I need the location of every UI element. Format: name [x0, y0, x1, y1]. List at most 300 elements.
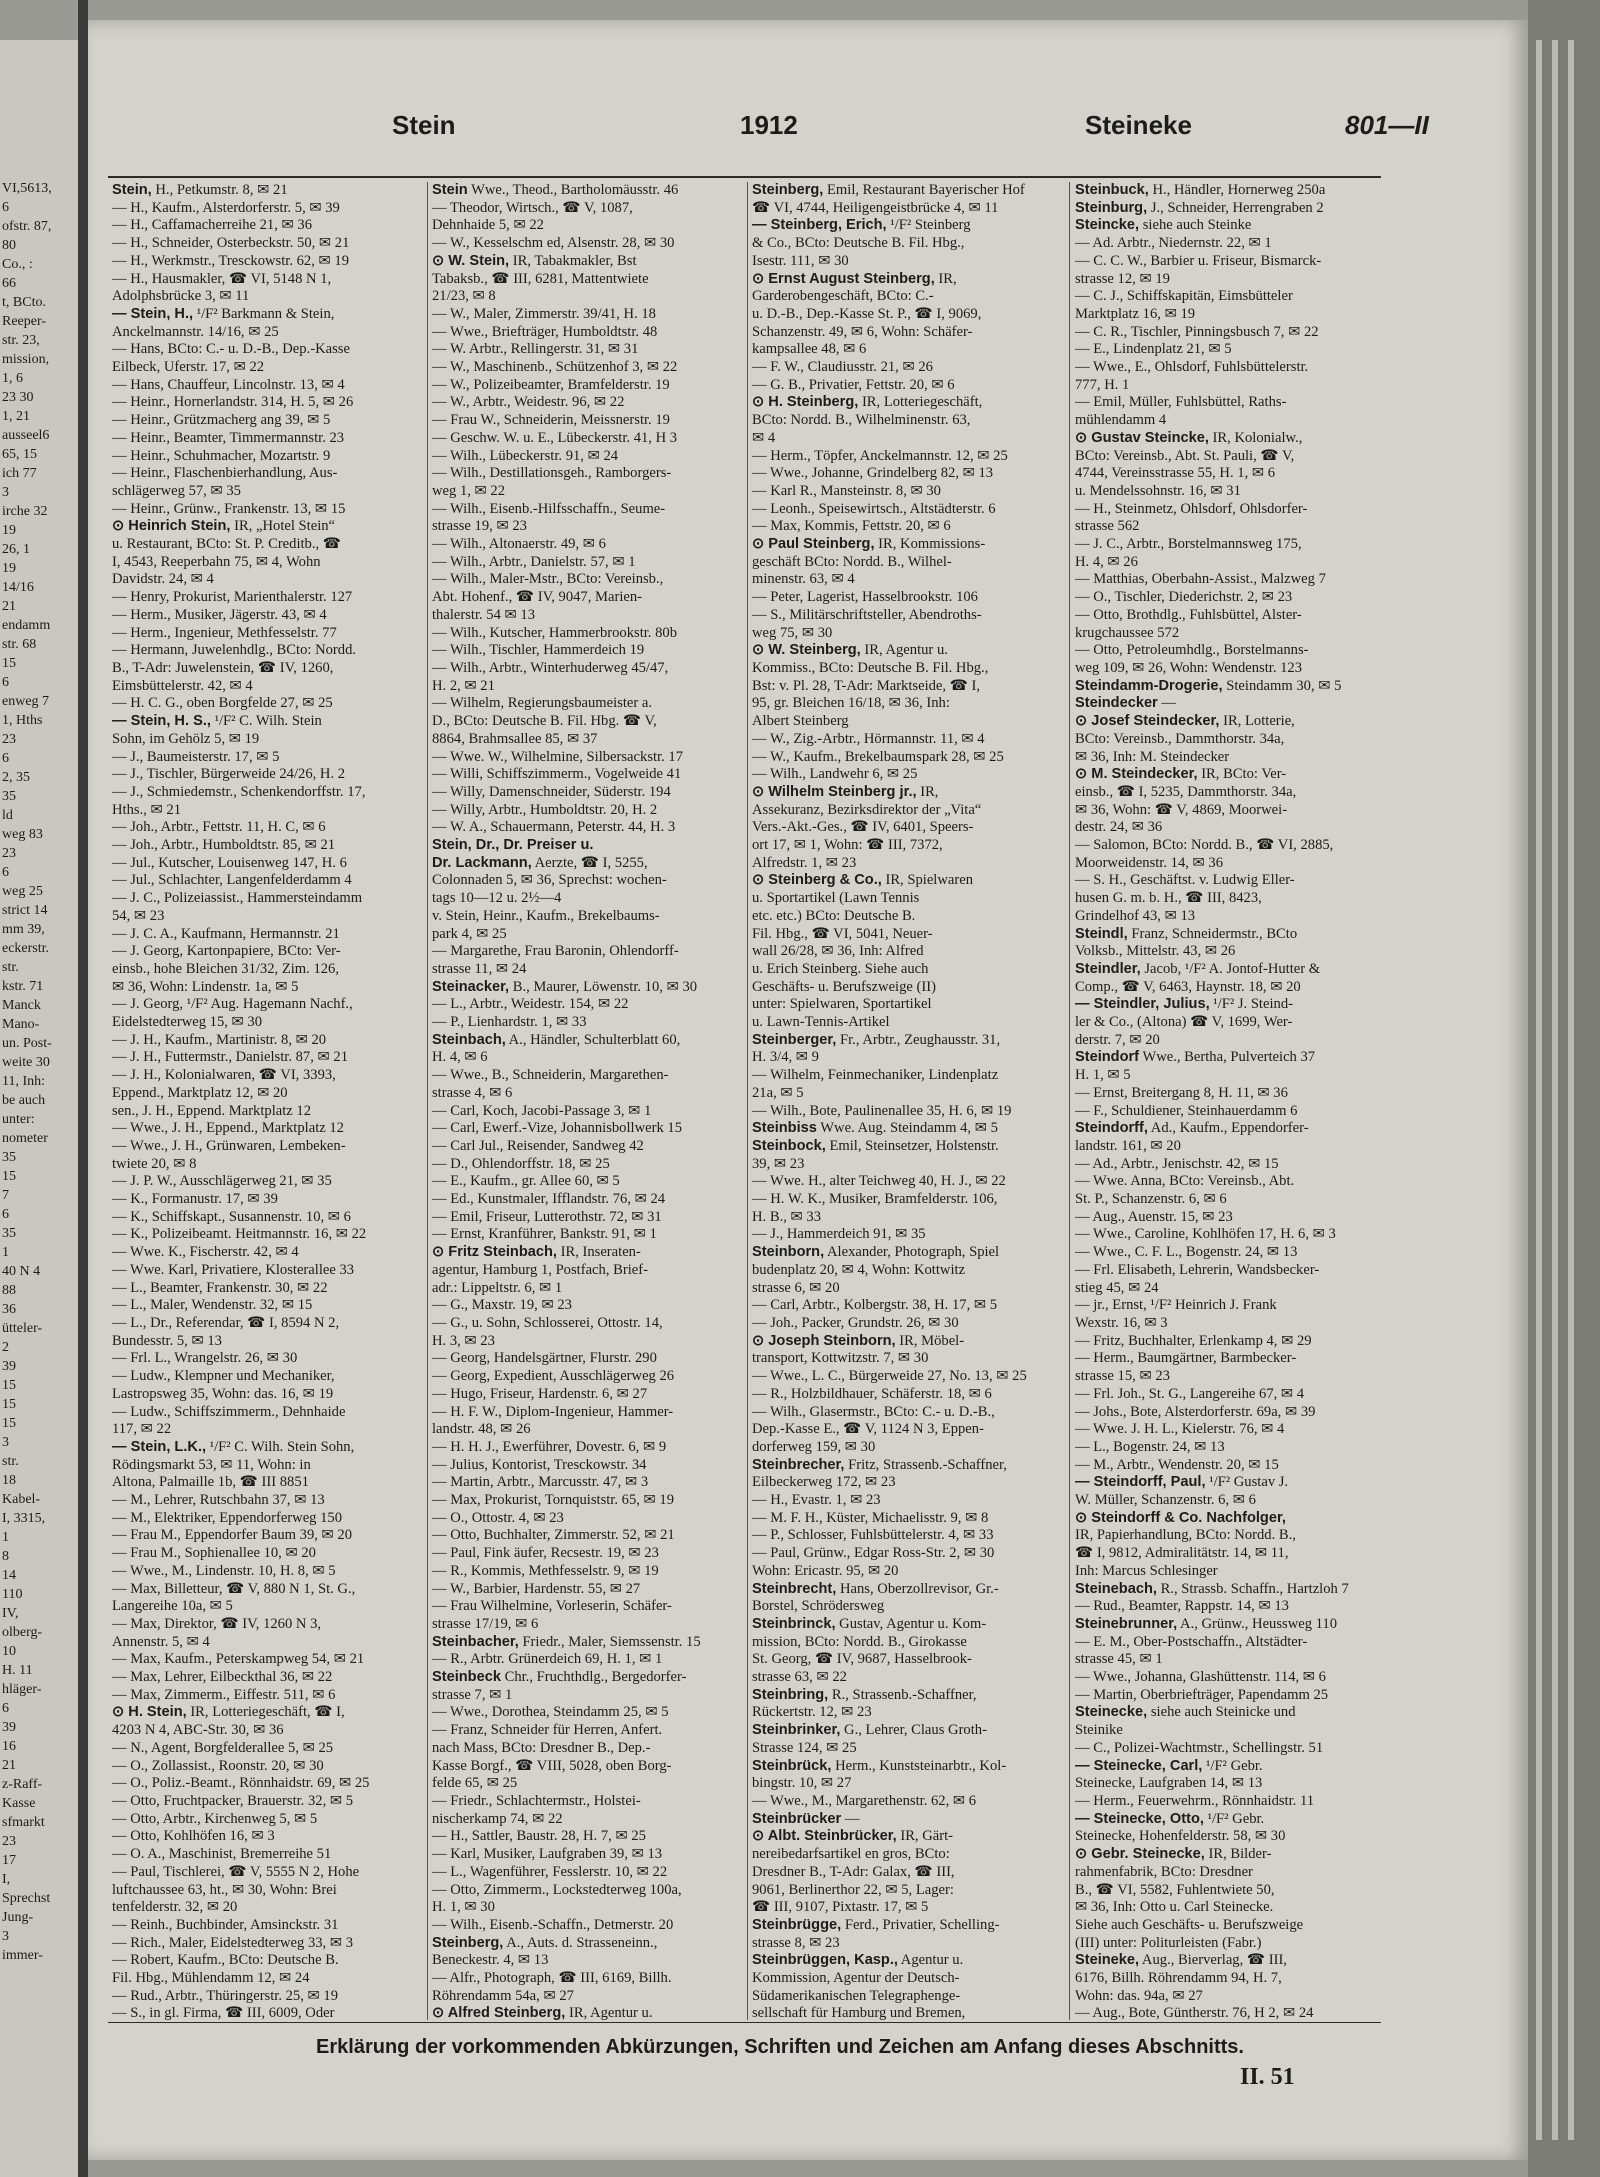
entry-name: ⊙ Heinrich Stein,	[112, 518, 231, 535]
directory-entry-line	[112, 926, 430, 944]
directory-entry-line	[112, 1156, 430, 1174]
entry-text: — G., Maxstr. 19, ✉ 23	[432, 1297, 572, 1314]
entry-text: Chr., Fruchthdlg., Bergedorfer-	[500, 1669, 687, 1686]
entry-text: — O., Poliz.-Beamt., Rönnhaidstr. 69, ✉ 25	[112, 1775, 370, 1792]
directory-entry-line	[752, 1527, 1070, 1545]
directory-entry-line	[752, 1244, 1070, 1262]
entry-text: u. Restaurant, BCto: St. P. Creditb., ☎	[112, 536, 341, 553]
entry-text: 39, ✉ 23	[752, 1155, 805, 1172]
directory-entry-line	[752, 359, 1070, 377]
prev-page-fragment-text: mm 39,	[2, 922, 45, 937]
directory-entry-line	[1075, 1917, 1393, 1935]
entry-name: Steinbuck,	[1075, 182, 1149, 198]
entry-text: Langereihe 10a, ✉ 5	[112, 1598, 233, 1615]
entry-name: — Stein, H.,	[112, 305, 194, 322]
directory-entry-line	[752, 855, 1070, 873]
directory-entry-line	[112, 695, 430, 713]
directory-entry-line	[112, 1368, 430, 1386]
directory-entry-line	[432, 1882, 750, 1900]
entry-text: A., Grünw., Heussweg 110	[1177, 1615, 1338, 1632]
entry-text: 95, gr. Bleichen 16/18, ✉ 36, Inh:	[752, 695, 950, 712]
entry-text: — Wilhelm, Regierungsbaumeister a.	[432, 695, 653, 712]
entry-text: — Max, Direktor, ☎ IV, 1260 N 3,	[112, 1615, 322, 1632]
directory-entry-line	[112, 1085, 430, 1103]
directory-entry-line	[752, 1563, 1070, 1581]
directory-entry-line	[432, 1333, 750, 1351]
entry-text: — H., Werkmstr., Tresckowstr. 62, ✉ 19	[112, 252, 349, 269]
entry-text: Eilbeckerweg 172, ✉ 23	[752, 1474, 896, 1491]
directory-entry-line	[432, 625, 750, 643]
directory-entry-line	[1075, 1085, 1393, 1103]
directory-entry-line	[1075, 536, 1393, 554]
entry-text: — Joh., Arbtr., Humboldtstr. 85, ✉ 21	[112, 837, 336, 854]
directory-entry-line	[432, 1262, 750, 1280]
entry-text: — O. A., Maschinist, Bremerreihe 51	[112, 1846, 332, 1863]
directory-entry-line	[112, 678, 430, 696]
entry-text: — Herm., Feuerwehrm., Rönnhaidstr. 11	[1075, 1792, 1315, 1809]
entry-text: — N., Agent, Borgfelderallee 5, ✉ 25	[112, 1739, 334, 1756]
directory-entry-line	[112, 1775, 430, 1793]
entry-name: Steinberg,	[432, 1934, 504, 1951]
entry-name: Steindl,	[1075, 925, 1128, 942]
entry-text: Volksb., Mittelstr. 43, ✉ 26	[1075, 943, 1236, 960]
directory-entry-line	[432, 536, 750, 554]
entry-text: Steinike	[1075, 1722, 1123, 1739]
entry-text: — Willy, Damenschneider, Süderstr. 194	[432, 783, 671, 800]
entry-text: — Jul., Kutscher, Louisenweg 147, H. 6	[112, 854, 347, 871]
directory-entry-line	[1075, 996, 1393, 1014]
entry-text: Steinecke, Hohenfelderstr. 58, ✉ 30	[1075, 1828, 1286, 1845]
entry-text: einsb., ☎ I, 5235, Dammthorstr. 34a,	[1075, 783, 1297, 800]
directory-entry-line	[752, 996, 1070, 1014]
directory-entry-line	[1075, 518, 1393, 536]
entry-text: — Otto, Kohlhöfen 16, ✉ 3	[112, 1828, 275, 1845]
prev-page-fragment-text: 6	[2, 675, 9, 690]
entry-text: nereibedarfsartikel en gros, BCto:	[752, 1846, 950, 1863]
entry-text: — Heinr., Grützmacherg ang 39, ✉ 5	[112, 412, 331, 429]
directory-entry-line	[1075, 961, 1393, 979]
directory-entry-line	[432, 288, 750, 306]
entry-name: Stein, Dr., Dr. Preiser u.	[432, 837, 594, 854]
directory-entry-line	[112, 341, 430, 359]
entry-name: Steindamm-Drogerie,	[1075, 677, 1223, 694]
entry-text: — Wwe. J. H. L., Kielerstr. 76, ✉ 4	[1075, 1421, 1285, 1438]
directory-entry-line	[432, 359, 750, 377]
prev-page-fragment-text: 2, 35	[2, 770, 30, 785]
entry-text: thalerstr. 54 ✉ 13	[432, 606, 536, 623]
entry-text: — Aug., Bote, Güntherstr. 76, H 2, ✉ 24	[1075, 2005, 1314, 2020]
directory-entry-line	[1075, 1280, 1393, 1298]
prev-page-fragment-text: 17	[2, 1853, 16, 1868]
directory-entry-line	[112, 1828, 430, 1846]
directory-entry-line	[1075, 253, 1393, 271]
entry-text: — L., Arbtr., Weidestr. 154, ✉ 22	[432, 996, 629, 1013]
entry-text: IR,	[934, 270, 957, 287]
page-edge	[1528, 0, 1600, 2177]
directory-entry-line	[752, 1722, 1070, 1740]
entry-text: — W., Maler, Zimmerstr. 39/41, H. 18	[432, 305, 656, 322]
entry-text: — Leonh., Speisewirtsch., Altstädterstr. 6	[752, 500, 996, 517]
prev-page-fragment-text: kstr. 71	[2, 979, 44, 994]
directory-entry-line	[752, 1616, 1070, 1634]
entry-name: Steinbeck	[432, 1669, 501, 1686]
directory-entry-line	[112, 819, 430, 837]
directory-entry-line	[1075, 1988, 1393, 2006]
directory-entry-line	[1075, 200, 1393, 218]
entry-text: Fr., Arbtr., Zeughausstr. 31,	[836, 1031, 1001, 1048]
entry-text: Aerzte, ☎ I, 5255,	[531, 854, 648, 871]
prev-page-fragment-text: 11, Inh:	[2, 1074, 46, 1089]
column-2	[432, 182, 750, 2020]
directory-entry-line	[112, 979, 430, 997]
prev-page-fragment-text: 35	[2, 1226, 16, 1241]
entry-text: Alfredstr. 1, ✉ 23	[752, 854, 857, 871]
directory-entry-line	[432, 943, 750, 961]
directory-entry-line	[752, 571, 1070, 589]
prev-page-fragment-text: 39	[2, 1359, 16, 1374]
directory-entry-line	[1075, 1262, 1393, 1280]
entry-text: strasse 7, ✉ 1	[432, 1686, 513, 1703]
entry-text: — Max, Kaufm., Peterskampweg 54, ✉ 21	[112, 1651, 365, 1668]
directory-entry-line	[752, 1970, 1070, 1988]
directory-entry-line	[432, 1067, 750, 1085]
entry-text: — Otto, Arbtr., Kirchenweg 5, ✉ 5	[112, 1810, 318, 1827]
directory-entry-line	[432, 1775, 750, 1793]
directory-entry-line	[1075, 1474, 1393, 1492]
directory-entry-line	[1075, 1952, 1393, 1970]
directory-entry-line	[1075, 943, 1393, 961]
entry-text: Moorweidenstr. 14, ✉ 36	[1075, 854, 1224, 871]
directory-entry-line	[432, 518, 750, 536]
directory-entry-line	[752, 1581, 1070, 1599]
directory-entry-line	[432, 1545, 750, 1563]
entry-text: — Georg, Handelsgärtner, Flurstr. 290	[432, 1350, 657, 1367]
entry-text: Tabaksb., ☎ III, 6281, Mattentwiete	[432, 270, 649, 287]
directory-entry-line	[752, 1209, 1070, 1227]
directory-entry-line	[432, 1581, 750, 1599]
entry-text: 777, H. 1	[1075, 376, 1130, 393]
entry-text: — Wilh., Arbtr., Danielstr. 57, ✉ 1	[432, 553, 636, 570]
directory-entry-line	[112, 1970, 430, 1988]
entry-text: H., Händler, Hornerweg 250a	[1148, 182, 1326, 198]
entry-name: — Steinecke, Carl,	[1075, 1757, 1203, 1774]
entry-text: J., Schneider, Herrengraben 2	[1147, 199, 1324, 216]
directory-entry-line	[752, 483, 1070, 501]
directory-entry-line	[752, 1811, 1070, 1829]
directory-entry-line	[112, 1882, 430, 1900]
entry-text: siehe auch Steinicke und	[1147, 1704, 1296, 1721]
directory-entry-line	[432, 642, 750, 660]
entry-text: IR, Papierhandlung, BCto: Nordd. B.,	[1075, 1527, 1296, 1544]
directory-entry-line	[1075, 1439, 1393, 1457]
entry-text: — H. W. K., Musiker, Bramfelderstr. 106,	[752, 1191, 998, 1208]
prev-page-fragment-text: 21	[2, 599, 16, 614]
directory-entry-line	[752, 1899, 1070, 1917]
entry-text: Isestr. 111, ✉ 30	[752, 252, 849, 269]
directory-entry-line	[432, 1687, 750, 1705]
entry-text: Ferd., Privatier, Schelling-	[841, 1916, 1000, 1933]
directory-entry-line	[112, 1067, 430, 1085]
entry-text: Eppend., Marktplatz 12, ✉ 20	[112, 1084, 288, 1101]
directory-entry-line	[1075, 1598, 1393, 1616]
directory-entry-line	[432, 253, 750, 271]
directory-entry-line	[112, 1758, 430, 1776]
entry-text: IR, Kolonialw.,	[1208, 429, 1303, 446]
entry-name: Stein,	[112, 182, 152, 198]
entry-text: — Paul, Tischlerei, ☎ V, 5555 N 2, Hohe	[112, 1863, 360, 1880]
directory-entry-line	[112, 1917, 430, 1935]
directory-entry-line	[1075, 766, 1393, 784]
entry-text: — Joh., Arbtr., Fettstr. 11, H. C, ✉ 6	[112, 819, 326, 836]
directory-entry-line	[112, 1209, 430, 1227]
entry-text: Fil. Hbg., Mühlendamm 12, ✉ 24	[112, 1970, 310, 1987]
entry-name: — Steinecke, Otto,	[1075, 1810, 1204, 1827]
entry-name: Steincke,	[1075, 217, 1140, 234]
directory-entry-line	[112, 1988, 430, 2006]
directory-entry-line	[432, 1846, 750, 1864]
prev-page-fragment-text: IV,	[2, 1606, 19, 1621]
book-gutter	[78, 0, 88, 2177]
prev-page-fragment-text: enweg 7	[2, 694, 50, 709]
prev-page-fragment-text: ausseel6	[2, 428, 50, 443]
directory-entry-line	[432, 465, 750, 483]
directory-entry-line	[752, 1333, 1070, 1351]
entry-text: BCto: Vereinsb., Dammthorstr. 34a,	[1075, 730, 1285, 747]
entry-name: Stein	[432, 182, 468, 198]
prev-page-fragment-text: 23	[2, 1834, 16, 1849]
prev-page-fragment-text: un. Post-	[2, 1036, 52, 1051]
directory-entry-line	[1075, 377, 1393, 395]
entry-text: 4203 N 4, ABC-Str. 30, ✉ 36	[112, 1722, 284, 1739]
entry-name: Steinbring,	[752, 1686, 829, 1703]
entry-name: ⊙ H. Stein,	[112, 1704, 187, 1721]
entry-text: unter: Spielwaren, Sportartikel	[752, 996, 932, 1013]
prev-page-fragment-text: endamm	[2, 618, 51, 633]
directory-entry-line	[1075, 1138, 1393, 1156]
directory-entry-line	[1075, 1067, 1393, 1085]
entry-text: — Fritz, Buchhalter, Erlenkamp 4, ✉ 29	[1075, 1332, 1312, 1349]
entry-text: — M., Elektriker, Eppendorferweg 150	[112, 1509, 343, 1526]
entry-text: adr.: Lippeltstr. 6, ✉ 1	[432, 1279, 563, 1296]
directory-entry-line	[112, 1793, 430, 1811]
prev-page-fragment-text: 1	[2, 1245, 9, 1260]
prev-page-fragment-text: nometer	[2, 1131, 48, 1146]
entry-text: — jr., Ernst, ¹/F² Heinrich J. Frank	[1075, 1297, 1277, 1314]
header-year: 1912	[740, 110, 798, 140]
directory-entry-line	[112, 625, 430, 643]
entry-text: Wwe., Theod., Bartholomäusstr. 46	[467, 182, 679, 198]
entry-text: R., Strassb. Schaffn., Hartzloh 7	[1156, 1580, 1349, 1597]
directory-entry-line	[432, 1704, 750, 1722]
entry-text: Südamerikanischen Telegraphenge-	[752, 1987, 961, 2004]
directory-entry-line	[752, 1226, 1070, 1244]
directory-entry-line	[1075, 1297, 1393, 1315]
directory-entry-line	[432, 306, 750, 324]
directory-entry-line	[1075, 872, 1393, 890]
entry-text: H. 1, ✉ 30	[432, 1899, 495, 1916]
prev-page-fragment-text: 80	[2, 238, 16, 253]
directory-entry-line	[432, 1669, 750, 1687]
entry-text: — S., in gl. Firma, ☎ III, 6009, Oder	[112, 2005, 335, 2020]
entry-text: — Georg, Expedient, Ausschlägerweg 26	[432, 1368, 675, 1385]
prev-page-fragment-text: 23	[2, 846, 16, 861]
entry-name: ⊙ Gebr. Steinecke,	[1075, 1846, 1205, 1863]
directory-entry-line	[432, 1935, 750, 1953]
directory-entry-line	[432, 731, 750, 749]
entry-name: — Stein, L.K.,	[112, 1438, 207, 1455]
entry-text: — G. B., Privatier, Fettstr. 20, ✉ 6	[752, 376, 955, 393]
entry-text: — P., Schlosser, Fuhlsbüttelerstr. 4, ✉ 33	[752, 1527, 994, 1544]
entry-text: Hths., ✉ 21	[112, 801, 181, 818]
prev-page-fragment-text: weg 83	[2, 827, 43, 842]
entry-text: Dehnhaide 5, ✉ 22	[432, 217, 544, 234]
directory-entry-line	[752, 377, 1070, 395]
directory-entry-line	[752, 306, 1070, 324]
directory-entry-line	[112, 1173, 430, 1191]
entry-text: — Heinr., Grünw., Frankenstr. 13, ✉ 15	[112, 500, 346, 517]
entry-text: felde 65, ✉ 25	[432, 1775, 518, 1792]
directory-entry-line	[1075, 2005, 1393, 2020]
directory-entry-line	[432, 182, 750, 200]
entry-text: G., Lehrer, Claus Groth-	[840, 1722, 987, 1739]
entry-text: park 4, ✉ 25	[432, 925, 507, 942]
entry-text: — Theodor, Wirtsch., ☎ V, 1087,	[432, 199, 633, 216]
entry-text: IR, Spielwaren	[881, 872, 974, 889]
entry-text: — M., Arbtr., Wendenstr. 20, ✉ 15	[1075, 1456, 1279, 1473]
entry-text: Röhrendamm 54a, ✉ 27	[432, 1987, 574, 2004]
entry-name: Steinberger,	[752, 1031, 837, 1048]
directory-entry-line	[1075, 1775, 1393, 1793]
entry-text: Grindelhof 43, ✉ 13	[1075, 907, 1196, 924]
directory-entry-line	[1075, 1156, 1393, 1174]
entry-text: — Heinr., Hornerlandstr. 314, H. 5, ✉ 26	[112, 394, 354, 411]
directory-entry-line	[1075, 1510, 1393, 1528]
entry-text: — Joh., Packer, Grundstr. 26, ✉ 30	[752, 1315, 959, 1331]
entry-text: — F., Schuldiener, Steinhauerdamm 6	[1075, 1102, 1298, 1119]
entry-text: 21/23, ✉ 8	[432, 288, 496, 305]
directory-entry-line	[752, 1492, 1070, 1510]
entry-text: — Otto, Fruchtpacker, Brauerstr. 32, ✉ 5	[112, 1792, 354, 1809]
directory-entry-line	[1075, 1669, 1393, 1687]
entry-text: — Hermann, Juwelenhdlg., BCto: Nordd.	[112, 642, 357, 659]
directory-entry-line	[752, 642, 1070, 660]
directory-entry-line	[112, 1262, 430, 1280]
entry-text: — Ad., Arbtr., Jenischstr. 42, ✉ 15	[1075, 1155, 1279, 1172]
directory-entry-line	[1075, 1581, 1393, 1599]
entry-text: — W., Barbier, Hardenstr. 55, ✉ 27	[432, 1580, 641, 1597]
prev-page-fragment-text: 35	[2, 789, 16, 804]
directory-entry-line	[112, 872, 430, 890]
entry-text: agentur, Hamburg 1, Postfach, Brief-	[432, 1261, 648, 1278]
directory-entry-line	[752, 1758, 1070, 1776]
entry-text: derstr. 7, ✉ 20	[1075, 1031, 1160, 1048]
entry-text: ort 17, ✉ 1, Wohn: ☎ III, 7372,	[752, 837, 943, 854]
entry-text: H. 3, ✉ 23	[432, 1332, 495, 1349]
prev-page-fragment-text: 65, 15	[2, 447, 37, 462]
directory-entry-line	[112, 465, 430, 483]
entry-text: mühlendamm 4	[1075, 412, 1167, 429]
directory-entry-line	[1075, 1049, 1393, 1067]
directory-entry-line	[112, 1846, 430, 1864]
column-4	[1075, 182, 1393, 2020]
directory-entry-line	[432, 483, 750, 501]
prev-page-fragment-text: z-Raff-	[2, 1777, 43, 1792]
entry-text: — L., Bogenstr. 24, ✉ 13	[1075, 1438, 1225, 1455]
directory-entry-line	[432, 271, 750, 289]
directory-entry-line	[112, 536, 430, 554]
prev-page-fragment-text: irche 32	[2, 504, 48, 519]
directory-entry-line	[432, 1740, 750, 1758]
entry-text: IR, Bilder-	[1204, 1846, 1272, 1863]
entry-text: transport, Kottwitzstr. 7, ✉ 30	[752, 1350, 929, 1367]
directory-entry-line	[752, 465, 1070, 483]
directory-entry-line	[112, 1811, 430, 1829]
prev-page-fragment-text: 8	[2, 1549, 9, 1564]
entry-text: ☎ I, 9812, Admiralitätstr. 14, ✉ 11,	[1075, 1545, 1289, 1562]
entry-text: IR, „Hotel Stein“	[230, 518, 336, 535]
prev-page-fragment-text: Jung-	[2, 1910, 34, 1925]
entry-text: — Max, Zimmerm., Eiffestr. 511, ✉ 6	[112, 1686, 336, 1703]
entry-text: Jacob, ¹/F² A. Jontof-Hutter &	[1140, 960, 1321, 977]
entry-text: 117, ✉ 22	[112, 1421, 172, 1438]
directory-entry-line	[112, 1280, 430, 1298]
entry-text: — Rud., Beamter, Rappstr. 14, ✉ 13	[1075, 1598, 1289, 1615]
directory-entry-line	[1075, 607, 1393, 625]
directory-entry-line	[1075, 926, 1393, 944]
directory-entry-line	[1075, 1404, 1393, 1422]
entry-text: IR, Kommissions-	[874, 536, 986, 553]
entry-text: — H., Schneider, Osterbeckstr. 50, ✉ 21	[112, 235, 350, 252]
directory-entry-line	[1075, 501, 1393, 519]
entry-text: wall 26/28, ✉ 36, Inh: Alfred	[752, 943, 924, 960]
prev-page-fragment-text: weite 30	[2, 1055, 50, 1070]
entry-text: — Karl, Musiker, Laufgraben 39, ✉ 13	[432, 1846, 663, 1863]
entry-text: sen., J. H., Eppend. Marktplatz 12	[112, 1102, 312, 1119]
directory-entry-line	[432, 1138, 750, 1156]
entry-text: — Willy, Arbtr., Humboldtstr. 20, H. 2	[432, 801, 658, 818]
entry-name: — Steindler, Julius,	[1075, 996, 1210, 1013]
directory-entry-line	[752, 731, 1070, 749]
entry-text: — Geschw. W. u. E., Lübeckerstr. 41, H 3	[432, 429, 678, 446]
entry-text: Bst: v. Pl. 28, T-Adr: Marktseide, ☎ I,	[752, 677, 981, 694]
directory-entry-line	[432, 1226, 750, 1244]
entry-text: — Carl Jul., Reisender, Sandweg 42	[432, 1137, 644, 1154]
prev-page-fragment-text: be auch	[2, 1093, 46, 1108]
entry-text: IR, Inseraten-	[556, 1244, 641, 1261]
directory-entry-line	[1075, 589, 1393, 607]
directory-entry-line	[752, 288, 1070, 306]
entry-text: strasse 8, ✉ 23	[752, 1934, 840, 1951]
entry-text: H., Petkumstr. 8, ✉ 21	[151, 182, 288, 198]
directory-entry-line	[1075, 1457, 1393, 1475]
entry-text: — L., Beamter, Frankenstr. 30, ✉ 22	[112, 1279, 328, 1296]
directory-entry-line	[432, 341, 750, 359]
entry-text: 6176, Billh. Röhrendamm 94, H. 7,	[1075, 1970, 1282, 1987]
prev-page-fragment-text: I,	[2, 1872, 11, 1887]
directory-entry-line	[432, 1722, 750, 1740]
directory-entry-line	[1075, 1704, 1393, 1722]
entry-name: Steinbrüggen, Kasp.,	[752, 1952, 898, 1969]
entry-text: weg 75, ✉ 30	[752, 624, 833, 641]
directory-entry-line	[432, 1634, 750, 1652]
prev-page-fragment-text: immer-	[2, 1948, 43, 1963]
prev-page-fragment-text: str. 23,	[2, 333, 40, 348]
entry-text: IR, Lotteriegeschäft,	[858, 394, 983, 411]
entry-text: Eilbeck, Uferstr. 17, ✉ 22	[112, 359, 265, 376]
directory-entry-line	[112, 1651, 430, 1669]
entry-text: Marktplatz 16, ✉ 19	[1075, 305, 1196, 322]
prev-page-fragment-text: 3	[2, 1929, 9, 1944]
